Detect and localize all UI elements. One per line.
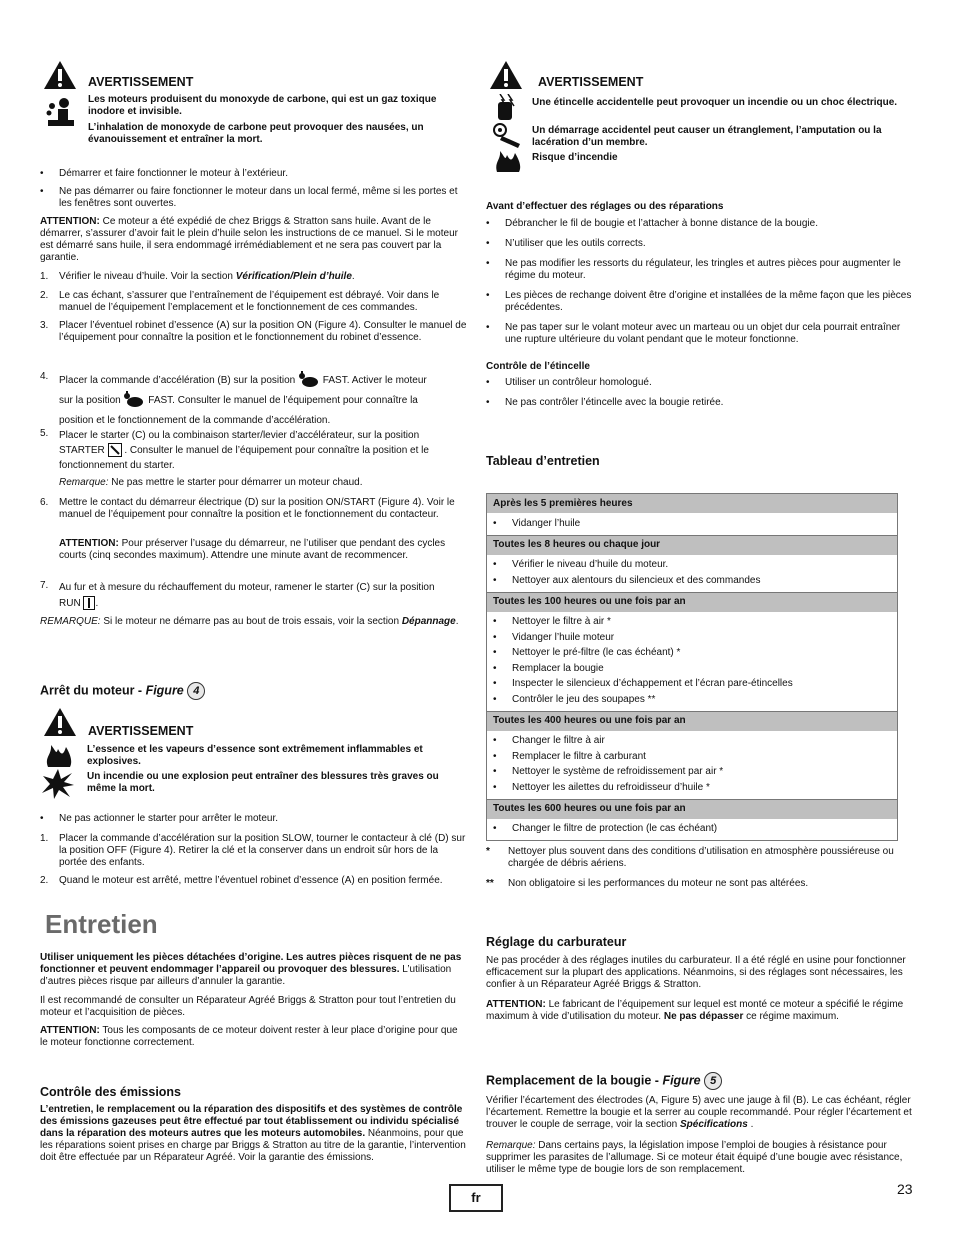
task-label: Changer le filtre à air — [512, 735, 605, 747]
interval-heading: Après les 5 premières heures — [487, 494, 898, 514]
choke-icon — [108, 443, 122, 457]
paragraph: Utiliser uniquement les pièces détachées d’origine. Les autres pièces risquent de ne pas fonctionner et peuvent endommager l’appareil ou provoquer des blessures. L’utilisation d’autres pièces risque par ailleurs d’annuler la garantie. — [40, 952, 462, 987]
list-item: • N’utiliser que les outils corrects. — [486, 238, 646, 249]
warning-message: Un démarrage accidentel peut causer un étranglement, l’amputation ou la lacération d’un membre. — [532, 125, 882, 148]
interval-heading: Toutes les 100 heures ou une fois par an — [487, 592, 898, 612]
subheading: Avant d’effectuer des réglages ou des réparations — [486, 201, 724, 212]
warning-message: Une étincelle accidentelle peut provoquer un incendie ou un choc électrique. — [532, 97, 898, 108]
table-row — [487, 819, 898, 841]
warning-message: L’essence et les vapeurs d’essence sont extrêmement inflammables et explosives. — [87, 744, 423, 767]
list-item: • Ne pas taper sur le volant moteur avec un marteau ou un objet dur cela pourrait entraîner une rupture ultérieure du volant pendant que le moteur fonctionne. — [486, 322, 901, 345]
language-tab: fr — [449, 1184, 503, 1212]
bullet-mark: • — [493, 823, 497, 835]
attention-paragraph: ATTENTION: Le fabricant de l’équipement sur lequel est monté ce moteur a spécifié le régime maximum à vide d’utilisation du moteur. Ne pas dépasser ce régime maximum. — [486, 999, 904, 1022]
table-row — [487, 573, 898, 592]
table-row — [487, 677, 898, 693]
stop-step-2: 2. Quand le moteur est arrêté, mettre l’éventuel robinet d’essence (A) en position fermée. — [40, 875, 443, 886]
task-label: Vidanger l’huile moteur — [512, 631, 615, 643]
bullet-mark: • — [493, 693, 497, 705]
entanglement-icon — [492, 122, 522, 148]
task-label: Vidanger l’huile — [512, 517, 581, 529]
table-header-row — [487, 711, 898, 731]
bullet-mark: • — [493, 735, 497, 747]
electric-shock-icon — [494, 94, 518, 120]
section-heading-carburateur: Réglage du carburateur — [486, 935, 627, 949]
rabbit-fast-icon — [123, 391, 145, 409]
run-icon — [83, 596, 95, 610]
list-item: • Utiliser un contrôleur homologué. — [486, 377, 652, 388]
paragraph: Ne pas procéder à des réglages inutiles du carburateur. Il a été réglé en usine pour fonctionner efficacement sur la plupart des applications. Néanmoins, si des réglages sont nécessaires, les confier à un Réparateur Agréé Briggs & Stratton. — [486, 955, 906, 990]
table-row — [487, 749, 898, 765]
task-label: Vérifier le niveau d’huile du moteur. — [512, 559, 669, 571]
table-row — [487, 513, 898, 535]
remark: REMARQUE: Si le moteur ne démarre pas au bout de trois essais, voir la section Dépannage. — [40, 616, 459, 627]
step-4: 4. Placer la commande d’accélération (B) sur la position FAST. Activer le moteur sur la position FAST. Consulter le manuel de l’équipement pour connaître la position et le fonctionnement de la commande d’accélération. — [40, 371, 427, 426]
task-label: Nettoyer aux alentours du silencieux et des commandes — [512, 574, 761, 586]
task-label: Nettoyer les ailettes du refroidisseur d’huile * — [512, 781, 710, 793]
rabbit-fast-icon — [298, 371, 320, 389]
subheading: Contrôle de l’étincelle — [486, 361, 590, 372]
interval-heading: Toutes les 400 heures ou une fois par an — [487, 711, 898, 731]
task-label: Nettoyer le système de refroidissement par air * — [512, 766, 724, 778]
step-6: 6. Mettre le contact du démarreur électrique (D) sur la position ON/START (Figure 4). Voir le manuel de l’équipement pour connaître la position et le fonctionnement du contacteur. — [40, 497, 455, 520]
warning-message: Les moteurs produisent du monoxyde de carbone, qui est un gaz toxique inodore et invisible. — [88, 94, 437, 117]
step-5: 5. Placer le starter (C) ou la combinaison starter/levier d’accélérateur, sur la position STARTER . Consulter le manuel de l’équipement pour connaître la position et le fonctionnement du starter. — [40, 428, 429, 471]
task-label: Remplacer le filtre à carburant — [512, 750, 646, 762]
step-1: 1. Vérifier le niveau d’huile. Voir la section Vérification/Plein d’huile. — [40, 271, 355, 282]
paragraph: Il est recommandé de consulter un Réparateur Agréé Briggs & Stratton pour tout l’entretien du moteur et l’acquisition de pièces. — [40, 995, 456, 1018]
list-item: • Ne pas contrôler l’étincelle avec la bougie retirée. — [486, 397, 724, 408]
fire-icon — [44, 741, 74, 767]
warning-fuel — [40, 707, 468, 797]
warning-co — [40, 60, 468, 145]
step-7: 7. Au fur et à mesure du réchauffement du moteur, ramener le starter (C) sur la position RUN . — [40, 580, 435, 609]
figure-number-badge: 4 — [187, 682, 205, 700]
list-item: • Ne pas modifier les ressorts du régulateur, les tringles et autres pièces pour augmenter le régime du moteur. — [486, 258, 901, 281]
table-row — [487, 612, 898, 631]
table-row — [487, 765, 898, 781]
fire-icon — [494, 148, 522, 172]
warning-triangle-icon — [43, 707, 77, 737]
table-header-row — [487, 535, 898, 555]
bullet-mark: • — [493, 559, 497, 571]
attention-paragraph: ATTENTION: Tous les composants de ce moteur doivent rester à leur place d’origine pour que le moteur fonctionne correctement. — [40, 1025, 458, 1048]
step-3: 3. Placer l’éventuel robinet d’essence (A) sur la position ON (Figure 4). Consulter le manuel de l’équipement pour connaître la position et le fonctionnement du robinet d’essence. — [40, 320, 467, 343]
bullet-mark: • — [493, 517, 497, 529]
bullet-mark: • — [493, 678, 497, 690]
paragraph: Vérifier l’écartement des électrodes (A, Figure 5) avec une jauge à fil (B). Le cas échéant, régler l’écartement. Remettre la bougie et la serrer au couple recommandé. Pour régler l’écartement et trouver le couple de serrage, voir la section Spécifications . — [486, 1095, 912, 1130]
section-title-entretien: Entretien — [45, 909, 158, 939]
table-row — [487, 692, 898, 711]
section-heading-emissions: Contrôle des émissions — [40, 1085, 182, 1099]
task-label: Nettoyer le filtre à air * — [512, 616, 611, 628]
interval-heading: Toutes les 600 heures ou une fois par an — [487, 799, 898, 819]
list-item: • Ne pas démarrer ou faire fonctionner le moteur dans un local fermé, même si les portes et les fenêtres sont ouvertes. — [40, 186, 458, 209]
bullet-mark: • — [493, 647, 497, 659]
table-row — [487, 555, 898, 574]
toxic-fumes-icon — [44, 96, 76, 128]
list-item: • Débrancher le fil de bougie et l’attacher à bonne distance de la bougie. — [486, 218, 818, 229]
bullet-mark: • — [493, 616, 497, 628]
warning-triangle-icon — [43, 60, 77, 90]
step-2: 2. Le cas échant, s’assurer que l’entraînement de l’équipement est débrayé. Voir dans le manuel de l’équipement l’emplacement et le fonctionnement de ces commandes. — [40, 290, 440, 313]
list-item: • Ne pas actionner le starter pour arrêter le moteur. — [40, 813, 278, 824]
table-row — [487, 630, 898, 646]
attention-paragraph: ATTENTION: Ce moteur a été expédié de chez Briggs & Stratton sans huile. Avant de le démarrer, s’assurer d’avoir fait le plein d’huile selon les instructions de ce manuel. Si le moteur est démarré sans huile, il sera endommagé irrémédiablement et ne sera pas couvert par la garantie. — [40, 216, 458, 263]
warning-triangle-icon — [489, 60, 523, 90]
bullet-mark: • — [493, 662, 497, 674]
table-row — [487, 646, 898, 662]
table-header-row — [487, 494, 898, 514]
task-label: Changer le filtre de protection (le cas échéant) — [512, 823, 718, 835]
table-row — [487, 661, 898, 677]
warning-title: AVERTISSEMENT — [538, 75, 644, 89]
footnote: * Nettoyer plus souvent dans des conditions d’utilisation en atmosphère poussiéreuse ou chargée de débris aériens. — [486, 846, 894, 869]
warning-title: AVERTISSEMENT — [88, 75, 194, 89]
remark: Remarque: Ne pas mettre le starter pour démarrer un moteur chaud. — [59, 477, 363, 488]
figure-number-badge: 5 — [704, 1072, 722, 1090]
bullet-mark: • — [493, 631, 497, 643]
table-row — [487, 731, 898, 750]
task-label: Remplacer la bougie — [512, 662, 604, 674]
bullet-mark: • — [493, 766, 497, 778]
warning-title: AVERTISSEMENT — [88, 724, 194, 738]
table-header-row — [487, 799, 898, 819]
page-number: 23 — [897, 1181, 913, 1197]
table-header-row — [487, 592, 898, 612]
task-label: Inspecter le silencieux d’échappement et l’écran pare-étincelles — [512, 678, 793, 690]
task-label: Nettoyer le pré-filtre (le cas échéant) * — [512, 647, 681, 659]
warning-message: Risque d’incendie — [532, 152, 618, 163]
list-item: • Les pièces de rechange doivent être d’origine et installées de la même façon que les pièces précédentes. — [486, 290, 912, 313]
explosion-icon — [42, 769, 74, 799]
warning-spark — [486, 60, 916, 175]
table-row — [487, 780, 898, 799]
section-heading-tableau: Tableau d’entretien — [486, 454, 600, 468]
interval-heading: Toutes les 8 heures ou chaque jour — [487, 535, 898, 555]
attention-paragraph: ATTENTION: Pour préserver l’usage du démarreur, ne l’utiliser que pendant des cycles courts (cinq secondes maximum). Attendre une minute avant de recommencer. — [59, 538, 446, 561]
warning-message: L’inhalation de monoxyde de carbone peut provoquer des nausées, un évanouissement et entraîner la mort. — [88, 122, 424, 145]
remark: Remarque: Dans certains pays, la législation impose l’emploi de bougies à résistance pour supprimer les parasites de l’allumage. Si ce moteur était équipé d’une bougie avec résistance, utiliser le même type de bougie lors de son remplacement. — [486, 1140, 903, 1175]
bullet-mark: • — [493, 750, 497, 762]
list-item: • Démarrer et faire fonctionner le moteur à l’extérieur. — [40, 168, 288, 179]
paragraph: L’entretien, le remplacement ou la réparation des dispositifs et des systèmes de contrôle des émissions gazeuses peut être effectué par tout établissement ou individu spécialisé dans la réparation des moteurs autres que les moteurs automobiles. Néanmoins, pour que les réparations soient prises en charge par Briggs & Stratton au titre de la garantie, l’intervention doit être effectuée par un Réparateur Agréé. Voir la garantie des émissions. — [40, 1104, 466, 1163]
warning-message: Un incendie ou une explosion peut entraîner des blessures très graves ou même la mort. — [87, 771, 439, 794]
footnote: ** Non obligatoire si les performances du moteur ne sont pas altérées. — [486, 878, 809, 889]
task-label: Contrôler le jeu des soupapes ** — [512, 693, 656, 705]
maintenance-table — [486, 493, 898, 841]
bullet-mark: • — [493, 574, 497, 586]
section-heading-arret: Arrêt du moteur - Figure 4 — [40, 682, 205, 700]
stop-step-1: 1. Placer la commande d’accélération sur la position SLOW, tourner le contacteur à clé (D) sur la position OFF (Figure 4). Retirer la clé et la conserver dans un endroit sûr hors de la portée des enfants. — [40, 833, 466, 868]
section-heading-bougie: Remplacement de la bougie - Figure 5 — [486, 1072, 722, 1090]
bullet-mark: • — [493, 781, 497, 793]
